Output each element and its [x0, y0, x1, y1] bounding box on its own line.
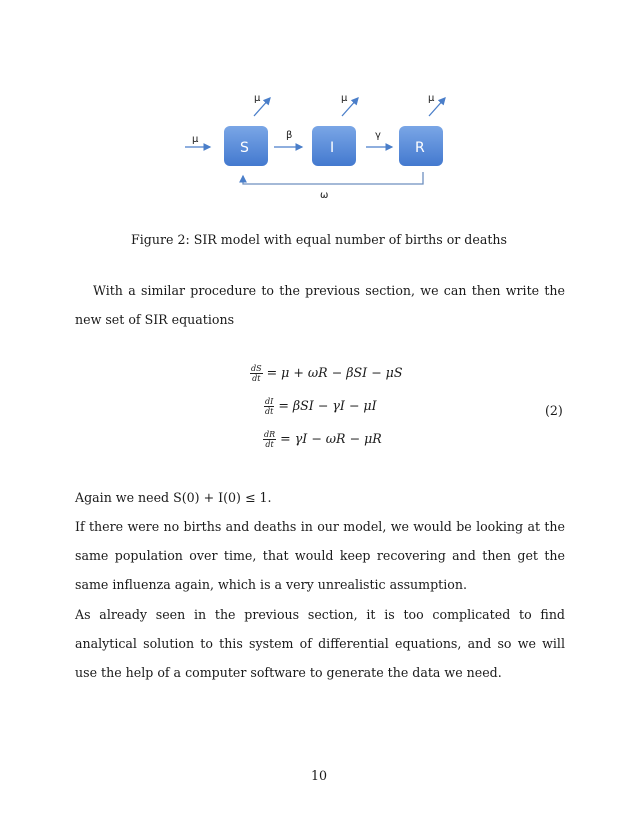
equation-di — [264, 397, 377, 416]
birth-label: μ — [192, 134, 199, 145]
death-label-s: μ — [254, 93, 261, 104]
equation-number: (2) — [545, 403, 563, 418]
page-number: 10 — [310, 768, 328, 783]
equation-dr-rhs: = γI − ωR − μR — [280, 431, 382, 446]
equation-ds-rhs: = μ + ωR − βSI − μS — [266, 365, 403, 380]
omega-label: ω — [320, 190, 329, 201]
gamma-label: γ — [375, 130, 381, 141]
compartment-i-label: I — [330, 140, 335, 156]
equation-ds — [250, 364, 402, 383]
figure-caption: Figure 2: SIR model with equal number of births or deaths — [131, 232, 507, 247]
compartment-r-label: R — [415, 140, 425, 156]
paragraph-intro: With a similar procedure to the previous section, we can then write the new set of SIR equations — [75, 283, 565, 327]
equation-di-rhs: = βSI − γI − μI — [278, 398, 377, 413]
omega-return-path — [243, 172, 423, 184]
sir-diagram — [0, 80, 638, 220]
paragraph-condition: Again we need S(0) + I(0) ≤ 1. — [75, 490, 272, 505]
equation-dr — [263, 430, 382, 449]
fraction-ds: $\frac{dS}{dt}$ — [251, 364, 262, 383]
fraction-dr: $\frac{dR}{dt}$ — [264, 430, 276, 449]
paragraph-computer-software: As already seen in the previous section, it is too complicated to find analytical solution to this system of differential equations, and so we will use the help of a computer software to generate the data we need. — [75, 607, 565, 680]
compartment-s-label: S — [240, 140, 249, 156]
death-label-r: μ — [428, 93, 435, 104]
fraction-di: $\frac{dI}{dt}$ — [265, 397, 274, 416]
paragraph-births-deaths: If there were no births and deaths in our model, we would be looking at the same population over time, that would keep recovering and then get the same influenza again, which is a very unrealistic assumption. — [75, 519, 565, 592]
death-label-i: μ — [341, 93, 348, 104]
beta-label: β — [286, 130, 293, 141]
